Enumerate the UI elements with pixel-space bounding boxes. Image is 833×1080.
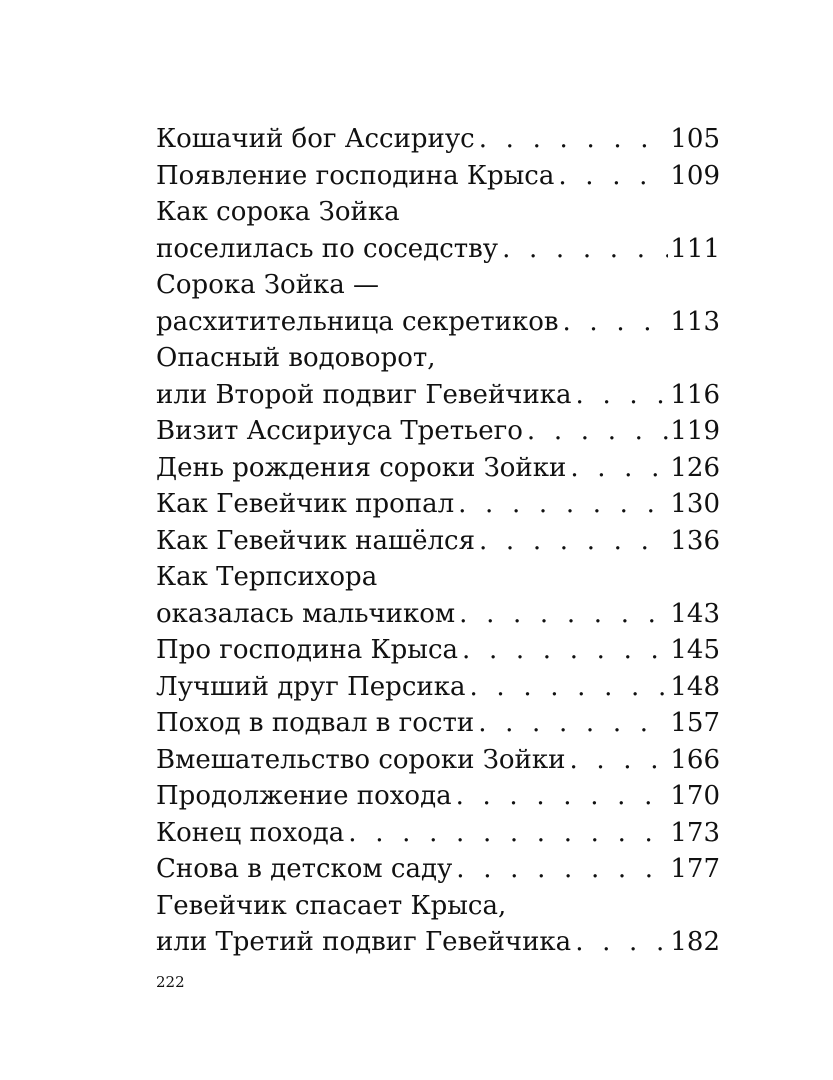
- toc-entry-title: Вмешательство сороки Зойки: [156, 744, 566, 775]
- toc-entry: [156, 121, 720, 158]
- toc-entry-page: 182: [670, 927, 720, 957]
- toc-entry-title: оказалась мальчиком: [156, 598, 456, 629]
- dot-leader: [459, 596, 668, 633]
- toc-entry-title: Про господина Крыса: [156, 635, 459, 665]
- toc-entry-title: Опасный водоворот,: [156, 343, 436, 373]
- toc-entry: [156, 377, 720, 414]
- toc-entry-page: 143: [670, 598, 720, 629]
- dot-leader: [462, 632, 668, 669]
- dot-leader: [458, 486, 668, 523]
- toc-entry-title-line: [156, 340, 720, 377]
- toc-entry-title: Снова в детском саду: [156, 854, 453, 884]
- toc-entry: [156, 158, 720, 195]
- dot-leader: [469, 669, 668, 706]
- toc-entry-title: или Третий подвиг Гевейчика: [156, 927, 572, 957]
- toc-entry-page: 170: [670, 781, 720, 811]
- toc-entry-page: 166: [670, 744, 720, 775]
- toc-entry-page: 109: [670, 160, 720, 191]
- toc-entry-title: Поход в подвал в гости: [156, 708, 475, 738]
- dot-leader: [569, 742, 668, 779]
- toc-entry: [156, 669, 720, 706]
- toc-entry-title: расхитительница секретиков: [156, 306, 559, 337]
- toc-entry-title-line: [156, 194, 720, 231]
- toc-entry-page: 145: [670, 635, 720, 665]
- toc-entry-title: Конец похода: [156, 817, 345, 848]
- toc-entry: [156, 632, 720, 669]
- toc-entry-page: 136: [670, 525, 720, 556]
- toc-entry-page: 126: [670, 452, 720, 483]
- dot-leader: [570, 450, 668, 487]
- toc-entry-title: поселилась по соседству: [156, 233, 499, 264]
- toc-entry: [156, 231, 720, 268]
- toc-entry-title: или Второй подвиг Гевейчика: [156, 379, 572, 410]
- toc-entry: [156, 924, 720, 961]
- toc-entry-page: 148: [670, 671, 720, 702]
- toc-entry-title: Продолжение похода: [156, 781, 452, 811]
- toc-entry-page: 177: [670, 854, 720, 884]
- dot-leader: [348, 815, 668, 852]
- toc-entry-title-line: [156, 559, 720, 596]
- dot-leader: [478, 705, 668, 742]
- toc-entry-title: Визит Ассириуса Третьего: [156, 416, 523, 446]
- dot-leader: [479, 121, 669, 158]
- toc-entry-title: Сорока Зойка —: [156, 270, 380, 300]
- toc-entry-page: 130: [670, 489, 720, 519]
- table-of-contents: [156, 121, 720, 961]
- dot-leader: [527, 413, 668, 450]
- dot-leader: [575, 924, 668, 961]
- toc-entry-title: Гевейчик спасает Крыса,: [156, 890, 507, 921]
- toc-entry: [156, 596, 720, 633]
- toc-entry-page: 113: [670, 306, 720, 337]
- toc-entry-title: Появление господина Крыса: [156, 160, 555, 191]
- dot-leader: [576, 377, 669, 414]
- toc-entry-title: Как Терпсихора: [156, 562, 378, 592]
- toc-entry-page: 111: [670, 233, 720, 264]
- toc-entry: [156, 851, 720, 888]
- toc-entry-title: День рождения сороки Зойки: [156, 452, 567, 483]
- toc-entry: [156, 815, 720, 852]
- toc-entry-title: Как Гевейчик нашёлся: [156, 525, 475, 556]
- toc-entry: [156, 778, 720, 815]
- toc-entry-title: Лучший друг Персика: [156, 671, 466, 702]
- toc-entry: [156, 304, 720, 341]
- page-number: 222: [156, 973, 185, 991]
- toc-entry-page: 105: [670, 124, 720, 154]
- toc-entry-page: 173: [670, 817, 720, 848]
- dot-leader: [502, 231, 668, 268]
- dot-leader: [479, 523, 668, 560]
- toc-entry-title-line: [156, 888, 720, 925]
- toc-entry: [156, 742, 720, 779]
- toc-entry: [156, 705, 720, 742]
- toc-entry: [156, 413, 720, 450]
- toc-entry-title: Как Гевейчик пропал: [156, 489, 455, 519]
- toc-entry-page: 157: [670, 708, 720, 738]
- toc-entry-title: Как сорока Зойка: [156, 197, 400, 227]
- dot-leader: [558, 158, 668, 195]
- dot-leader: [456, 778, 669, 815]
- toc-entry: [156, 450, 720, 487]
- toc-entry: [156, 486, 720, 523]
- toc-entry-title: Кошачий бог Ассириус: [156, 124, 475, 154]
- toc-entry-page: 119: [670, 416, 720, 446]
- dot-leader: [456, 851, 668, 888]
- toc-entry-page: 116: [670, 379, 720, 410]
- toc-entry-title-line: [156, 267, 720, 304]
- dot-leader: [562, 304, 668, 341]
- toc-entry: [156, 523, 720, 560]
